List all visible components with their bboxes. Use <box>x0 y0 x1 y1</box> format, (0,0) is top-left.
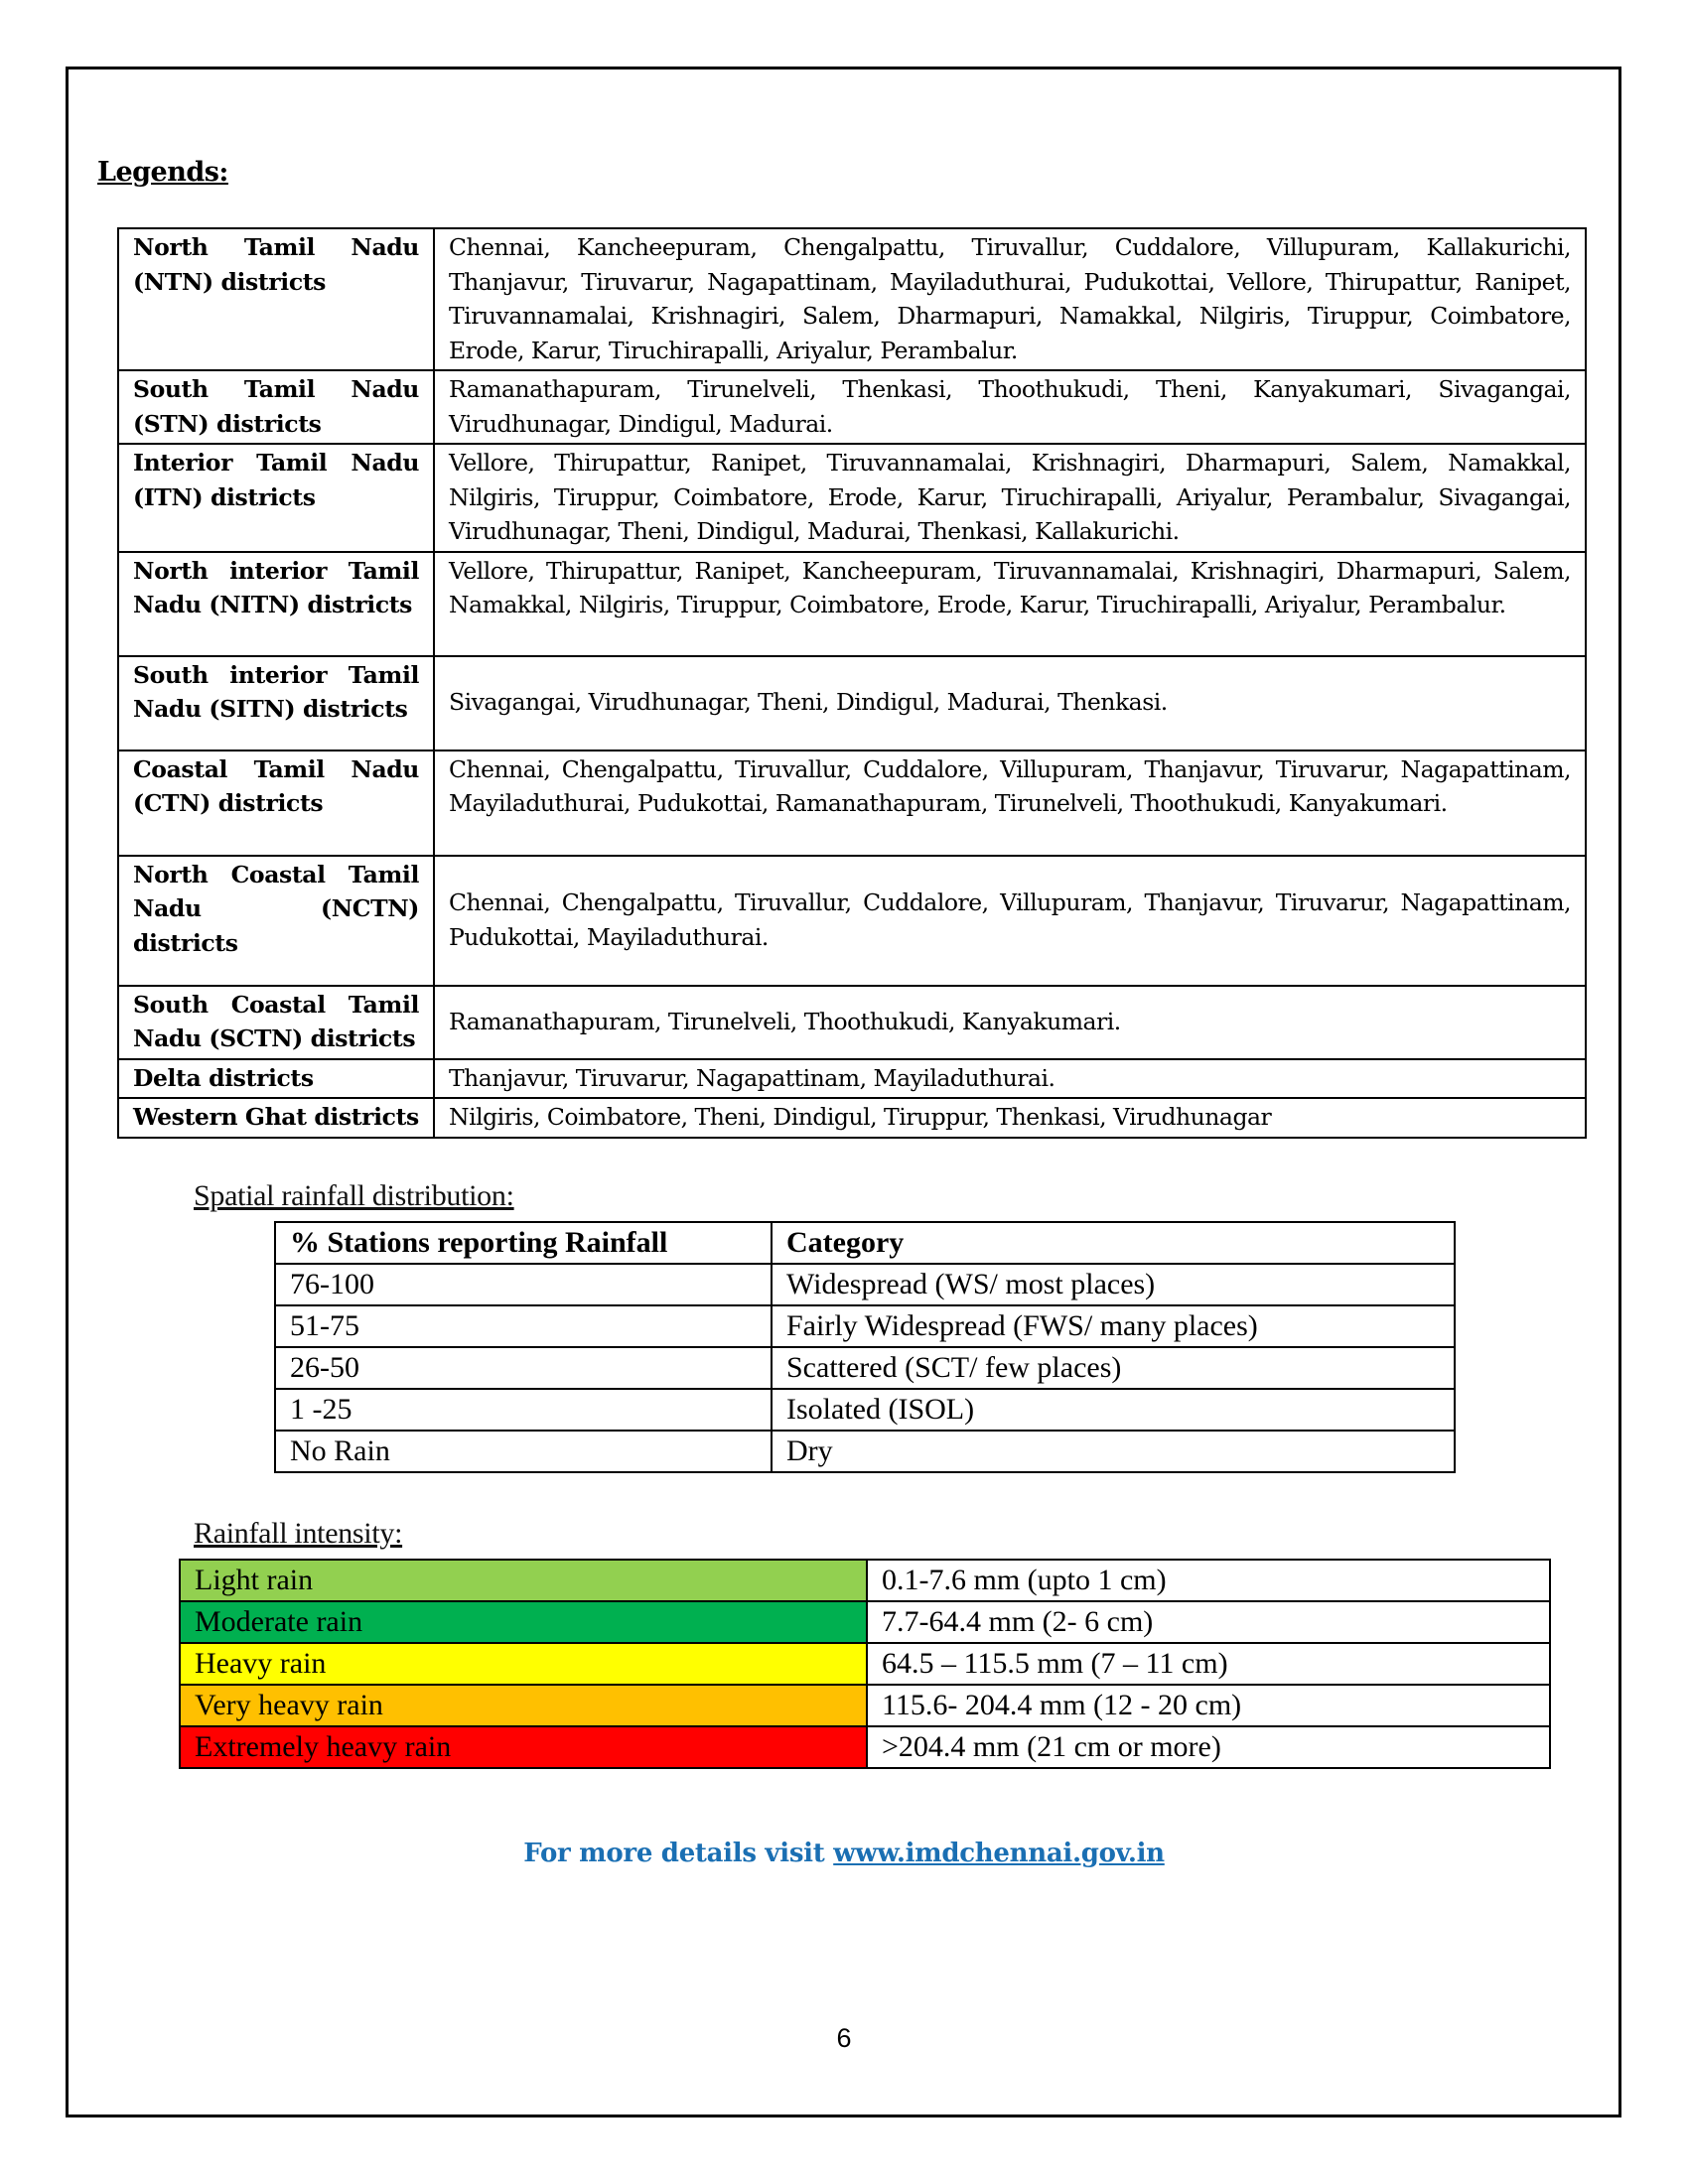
imd-website-link[interactable]: www.imdchennai.gov.in <box>833 1839 1165 1868</box>
table-row <box>180 1643 1550 1685</box>
table-row <box>275 1347 1455 1389</box>
intensity-range: >204.4 mm (21 cm or more) <box>867 1726 1550 1768</box>
station-percent: 76-100 <box>275 1264 772 1305</box>
table-row <box>118 370 1586 444</box>
table-row <box>180 1601 1550 1643</box>
district-list: Chennai, Kancheepuram, Chengalpattu, Tiruvallur, Cuddalore, Villupuram, Kallakurichi, Thanjavur, Tiruvarur, Nagapattinam, Mayiladuthurai, Pudukottai, Vellore, Thirupattur, Ranipet, Tiruvannamalai, Krishnagiri, Salem, Dharmapuri, Namakkal, Nilgiris, Tiruppur, Coimbatore, Erode, Karur, Tiruchirapalli, Ariyalur, Perambalur. <box>434 228 1586 370</box>
intensity-label: Heavy rain <box>180 1643 867 1685</box>
intensity-label: Extremely heavy rain <box>180 1726 867 1768</box>
district-list: Nilgiris, Coimbatore, Theni, Dindigul, Tiruppur, Thenkasi, Virudhunagar <box>434 1098 1586 1138</box>
legends-title: Legends: <box>97 157 228 188</box>
intensity-range: 64.5 – 115.5 mm (7 – 11 cm) <box>867 1643 1550 1685</box>
district-list: Thanjavur, Tiruvarur, Nagapattinam, Mayiladuthurai. <box>434 1059 1586 1099</box>
intensity-label: Moderate rain <box>180 1601 867 1643</box>
table-row <box>275 1264 1455 1305</box>
region-name: Delta districts <box>118 1059 434 1099</box>
station-percent: 51-75 <box>275 1305 772 1347</box>
district-list: Sivagangai, Virudhunagar, Theni, Dindigul, Madurai, Thenkasi. <box>434 656 1586 751</box>
table-row <box>118 228 1586 370</box>
table-row <box>118 1059 1586 1099</box>
column-header: Category <box>772 1222 1455 1264</box>
region-name: North Coastal Tamil Nadu (NCTN) districts <box>118 856 434 986</box>
category: Dry <box>772 1431 1455 1472</box>
table-row <box>180 1560 1550 1601</box>
rainfall-intensity-title: Rainfall intensity: <box>194 1517 403 1550</box>
table-row <box>118 444 1586 552</box>
region-name: Interior Tamil Nadu (ITN) districts <box>118 444 434 552</box>
table-row <box>118 986 1586 1059</box>
region-name: South Coastal Tamil Nadu (SCTN) districts <box>118 986 434 1059</box>
region-name: South Tamil Nadu (STN) districts <box>118 370 434 444</box>
intensity-range: 115.6- 204.4 mm (12 - 20 cm) <box>867 1685 1550 1726</box>
district-list: Ramanathapuram, Tirunelveli, Thenkasi, Thoothukudi, Theni, Kanyakumari, Sivagangai, Virudhunagar, Dindigul, Madurai. <box>434 370 1586 444</box>
category: Fairly Widespread (FWS/ many places) <box>772 1305 1455 1347</box>
intensity-range: 0.1-7.6 mm (upto 1 cm) <box>867 1560 1550 1601</box>
district-list: Ramanathapuram, Tirunelveli, Thoothukudi, Kanyakumari. <box>434 986 1586 1059</box>
intensity-label: Very heavy rain <box>180 1685 867 1726</box>
region-name: Coastal Tamil Nadu (CTN) districts <box>118 751 434 856</box>
intensity-label: Light rain <box>180 1560 867 1601</box>
region-name: North Tamil Nadu (NTN) districts <box>118 228 434 370</box>
table-row <box>118 751 1586 856</box>
districts-table <box>117 227 1587 1139</box>
table-row <box>275 1305 1455 1347</box>
page-number: 6 <box>836 2023 852 2053</box>
region-name: South interior Tamil Nadu (SITN) districts <box>118 656 434 751</box>
spatial-distribution-table <box>274 1221 1456 1473</box>
rainfall-intensity-table <box>179 1559 1551 1769</box>
intensity-range: 7.7-64.4 mm (2- 6 cm) <box>867 1601 1550 1643</box>
region-name: Western Ghat districts <box>118 1098 434 1138</box>
station-percent: 1 -25 <box>275 1389 772 1431</box>
district-list: Vellore, Thirupattur, Ranipet, Kancheepuram, Tiruvannamalai, Krishnagiri, Dharmapuri, Salem, Namakkal, Nilgiris, Tiruppur, Coimbatore, Erode, Karur, Tiruchirapalli, Ariyalur, Perambalur. <box>434 552 1586 656</box>
footer-prefix: For more details visit <box>523 1839 834 1868</box>
district-list: Chennai, Chengalpattu, Tiruvallur, Cuddalore, Villupuram, Thanjavur, Tiruvarur, Nagapattinam, Mayiladuthurai, Pudukottai, Ramanathapuram, Tirunelveli, Thoothukudi, Kanyakumari. <box>434 751 1586 856</box>
category: Widespread (WS/ most places) <box>772 1264 1455 1305</box>
region-name: North interior Tamil Nadu (NITN) districts <box>118 552 434 656</box>
table-row <box>118 1098 1586 1138</box>
table-row <box>180 1726 1550 1768</box>
table-row <box>275 1389 1455 1431</box>
category: Isolated (ISOL) <box>772 1389 1455 1431</box>
station-percent: No Rain <box>275 1431 772 1472</box>
table-row <box>118 552 1586 656</box>
table-row <box>118 656 1586 751</box>
table-row <box>180 1685 1550 1726</box>
table-header-row <box>275 1222 1455 1264</box>
table-row <box>275 1431 1455 1472</box>
station-percent: 26-50 <box>275 1347 772 1389</box>
district-list: Vellore, Thirupattur, Ranipet, Tiruvannamalai, Krishnagiri, Dharmapuri, Salem, Namakkal, Nilgiris, Tiruppur, Coimbatore, Erode, Karur, Tiruchirapalli, Ariyalur, Perambalur, Sivagangai, Virudhunagar, Theni, Dindigul, Madurai, Thenkasi, Kallakurichi. <box>434 444 1586 552</box>
category: Scattered (SCT/ few places) <box>772 1347 1455 1389</box>
column-header: % Stations reporting Rainfall <box>275 1222 772 1264</box>
footer-details <box>0 1839 1688 1868</box>
district-list: Chennai, Chengalpattu, Tiruvallur, Cuddalore, Villupuram, Thanjavur, Tiruvarur, Nagapattinam, Pudukottai, Mayiladuthurai. <box>434 856 1586 986</box>
table-row <box>118 856 1586 986</box>
spatial-distribution-title: Spatial rainfall distribution: <box>194 1179 514 1212</box>
